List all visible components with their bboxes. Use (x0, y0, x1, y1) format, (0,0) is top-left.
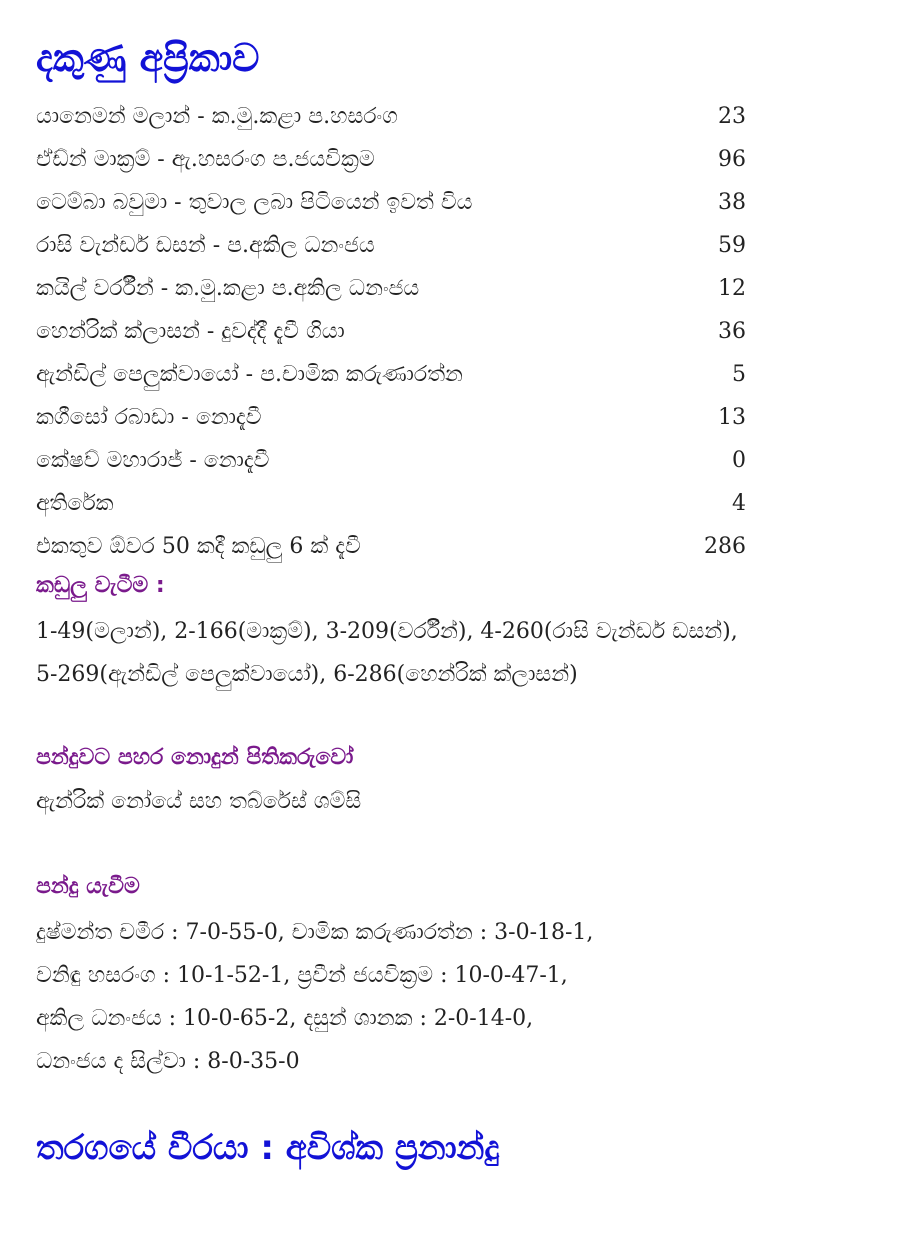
batsman-dismissal: කගීසෝ රබාඩා - නොදැවී (36, 405, 262, 430)
fall-of-wickets-line: 5-269(ඇන්ඩිල් පෙලුක්වායෝ), 6-286(හෙන්රික් ක්ලාසන්) (36, 662, 578, 687)
batsman-runs: 12 (718, 276, 746, 301)
batting-row (36, 95, 746, 138)
extras-label: අතිරේක (36, 491, 114, 516)
batsman-runs: 23 (718, 104, 746, 129)
fall-of-wickets-text (36, 610, 886, 696)
bowling-line: ධනංජය ද සිල්වා : 8-0-35-0 (36, 1049, 300, 1074)
batsman-dismissal: හෙන්රික් ක්ලාසන් - දුවද්දී දැවී ගියා (36, 319, 345, 344)
batting-row (36, 353, 746, 396)
batsman-runs: 13 (718, 405, 746, 430)
fall-of-wickets-line: 1-49(මලාන්), 2-166(මාක්‍රම්), 3-209(වර්රීන්), 4-260(රාසි වැන්ඩර් ඩසන්), (36, 619, 738, 644)
did-not-bat-line: ඇන්රික් නෝයේ සහ තබ්රේස් ශම්සි (36, 789, 362, 814)
batsman-dismissal: කයිල් වර්රීන් - ක.මු.කළා ප.අකිල ධනංජය (36, 276, 420, 301)
batsman-dismissal: ටෙම්බා බවුමා - තුවාල ලබා පිටියෙන් ඉවත් විය (36, 190, 473, 215)
bowling-heading: පන්දු යැවීම (36, 874, 140, 899)
batting-row (36, 224, 746, 267)
batting-row (36, 439, 746, 482)
batting-scorecard (36, 95, 746, 568)
bowling-line: වනිඳු හසරංග : 10-1-52-1, ප්‍රවීන් ජයවික්‍රම : 10-0-47-1, (36, 963, 568, 988)
batsman-dismissal: කේෂව් මහාරාජ් - නොදැවී (36, 448, 270, 473)
batting-row (36, 310, 746, 353)
batting-row (36, 267, 746, 310)
man-of-the-match: තරගයේ වීරයා : අවිශ්ක ප්‍රනාන්දු (36, 1128, 500, 1168)
bowling-figures (36, 911, 886, 1083)
total-label: එකතුව ඕවර 50 කදී කඩුලු 6 ක් දැවී (36, 534, 361, 559)
did-not-bat-text (36, 780, 886, 823)
batsman-dismissal: ඒඩ්න් මාක්‍රම් - ඇ.හසරංග ප.ජයවික්‍රම (36, 147, 375, 172)
team-title: දකුණු අප්‍රිකාව (36, 36, 260, 80)
bowling-line: දුෂ්මන්ත චමීර : 7-0-55-0, චාමික කරුණාරත්න : 3-0-18-1, (36, 920, 594, 945)
total-runs: 286 (704, 534, 746, 559)
batting-row (36, 181, 746, 224)
batting-row (36, 138, 746, 181)
batsman-runs: 96 (718, 147, 746, 172)
bowling-line: අකිල ධනංජය : 10-0-65-2, දසුන් ශානක : 2-0-14-0, (36, 1006, 534, 1031)
batting-row (36, 396, 746, 439)
total-row (36, 525, 746, 568)
batsman-runs: 36 (718, 319, 746, 344)
batsman-runs: 59 (718, 233, 746, 258)
extras-row (36, 482, 746, 525)
batsman-runs: 38 (718, 190, 746, 215)
batsman-dismissal: යානෙමන් මලාන් - ක.මු.කළා ප.හසරංග (36, 104, 398, 129)
did-not-bat-heading: පන්දුවට පහර නොදුන් පිතිකරුවෝ (36, 745, 354, 770)
extras-runs: 4 (732, 491, 746, 516)
batsman-runs: 0 (732, 448, 746, 473)
fall-of-wickets-heading: කඩුලු වැටීම : (36, 573, 165, 598)
batsman-dismissal: ඇන්ඩිල් පෙලුක්වායෝ - ප.චාමික කරුණාරත්න (36, 362, 463, 387)
batsman-runs: 5 (732, 362, 746, 387)
batsman-dismissal: රාසි වැන්ඩර් ඩසන් - ප.අකිල ධනංජය (36, 233, 375, 258)
